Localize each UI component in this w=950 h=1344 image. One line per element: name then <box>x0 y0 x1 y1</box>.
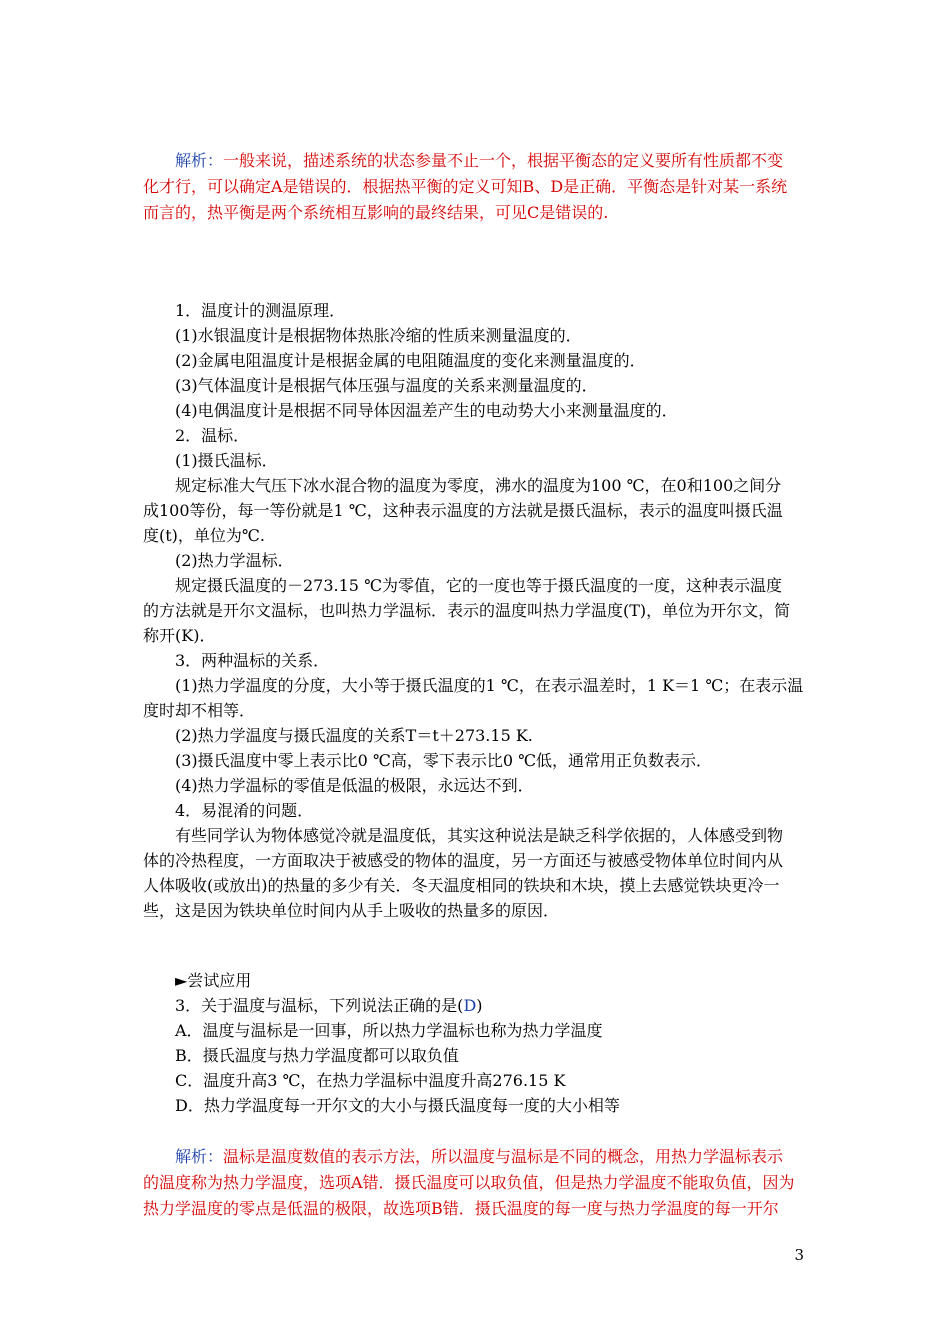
section-line: 度(t)，单位为℃. <box>143 526 265 545</box>
answer-text: D <box>463 996 477 1015</box>
knowledge-section <box>143 298 809 923</box>
practice-section <box>143 968 809 1118</box>
section-line: (3)摄氏温度中零上表示比0 ℃高，零下表示比0 ℃低，通常用正负数表示． <box>175 751 712 770</box>
option-d: D．热力学温度每一开尔文的大小与摄氏温度每一度的大小相等 <box>175 1096 620 1115</box>
section-line: 体的冷热程度，一方面取决于被感受的物体的温度，另一方面还与被感受物体单位时间内从 <box>143 851 784 870</box>
section-line: (2)金属电阻温度计是根据金属的电阻随温度的变化来测量温度的． <box>175 351 646 370</box>
analysis-text: 而言的，热平衡是两个系统相互影响的最终结果，可见C是错误的. <box>143 203 609 222</box>
section-line: (1)热力学温度的分度，大小等于摄氏温度的1 ℃，在表示温差时，1 K＝1 ℃；在表示温 <box>175 676 804 695</box>
analysis-paragraph-1 <box>143 148 809 226</box>
analysis-label: 解析： <box>175 151 224 170</box>
analysis-text: 化才行，可以确定A是错误的．根据热平衡的定义可知B、D是正确．平衡态是针对某一系统 <box>143 177 788 196</box>
analysis-text: 热力学温度的零点是低温的极限，故选项B错．摄氏温度的每一度与热力学温度的每一开尔 <box>143 1199 779 1218</box>
page-number: 3 <box>794 1246 804 1264</box>
section-line: (3)气体温度计是根据气体压强与温度的关系来测量温度的． <box>175 376 598 395</box>
analysis-paragraph-2 <box>143 1144 809 1222</box>
section-line: 规定标准大气压下冰水混合物的温度为零度，沸水的温度为100 ℃，在0和100之间分 <box>175 476 782 495</box>
section-heading: 3．两种温标的关系． <box>175 651 330 670</box>
section-line: 些，这是因为铁块单位时间内从手上吸收的热量多的原因． <box>143 901 560 920</box>
analysis-text: 一般来说，描述系统的状态参量不止一个，根据平衡态的定义要所有性质都不变 <box>223 151 784 170</box>
question-text-end: ) <box>476 996 483 1015</box>
section-line: (4)热力学温标的零值是低温的极限，永远达不到． <box>175 776 534 795</box>
section-heading: 2．温标． <box>175 426 250 445</box>
section-heading: 4．易混淆的问题． <box>175 801 314 820</box>
option-a: A．温度与温标是一回事，所以热力学温标也称为热力学温度 <box>175 1021 603 1040</box>
section-heading: 1．温度计的测温原理． <box>175 301 346 320</box>
section-line: (2)热力学温标． <box>175 551 294 570</box>
section-line: (1)摄氏温标． <box>175 451 278 470</box>
section-line: (4)电偶温度计是根据不同导体因温差产生的电动势大小来测量温度的． <box>175 401 678 420</box>
section-line: 有些同学认为物体感觉冷就是温度低，其实这种说法是缺乏科学依据的，人体感受到物 <box>175 826 784 845</box>
section-line: 的方法就是开尔文温标，也叫热力学温标．表示的温度叫热力学温度(T)，单位为开尔文，简 <box>143 601 791 620</box>
analysis-text: 的温度称为热力学温度，选项A错．摄氏温度可以取负值，但是热力学温度不能取负值，因为 <box>143 1173 795 1192</box>
section-line: (2)热力学温度与摄氏温度的关系T＝t＋273.15 K. <box>175 726 533 745</box>
section-line: 规定摄氏温度的－273.15 ℃为零值，它的一度也等于摄氏温度的一度，这种表示温度 <box>175 576 782 595</box>
analysis-label: 解析： <box>175 1147 224 1166</box>
practice-heading: ►尝试应用 <box>175 971 252 990</box>
option-c: C．温度升高3 ℃，在热力学温标中温度升高276.15 K <box>175 1071 566 1090</box>
section-line: 成100等份，每一等份就是1 ℃，这种表示温度的方法就是摄氏温标，表示的温度叫摄氏温 <box>143 501 783 520</box>
section-line: 称开(K)． <box>143 626 216 645</box>
analysis-text: 温标是温度数值的表示方法，所以温度与温标是不同的概念，用热力学温标表示 <box>223 1147 784 1166</box>
option-b: B．摄氏温度与热力学温度都可以取负值 <box>175 1046 459 1065</box>
section-line: (1)水银温度计是根据物体热胀冷缩的性质来测量温度的． <box>175 326 582 345</box>
section-line: 人体吸收(或放出)的热量的多少有关．冬天温度相同的铁块和木块，摸上去感觉铁块更冷一 <box>143 876 780 895</box>
section-line: 度时却不相等． <box>143 701 256 720</box>
question-text: 3．关于温度与温标，下列说法正确的是( <box>175 996 464 1015</box>
